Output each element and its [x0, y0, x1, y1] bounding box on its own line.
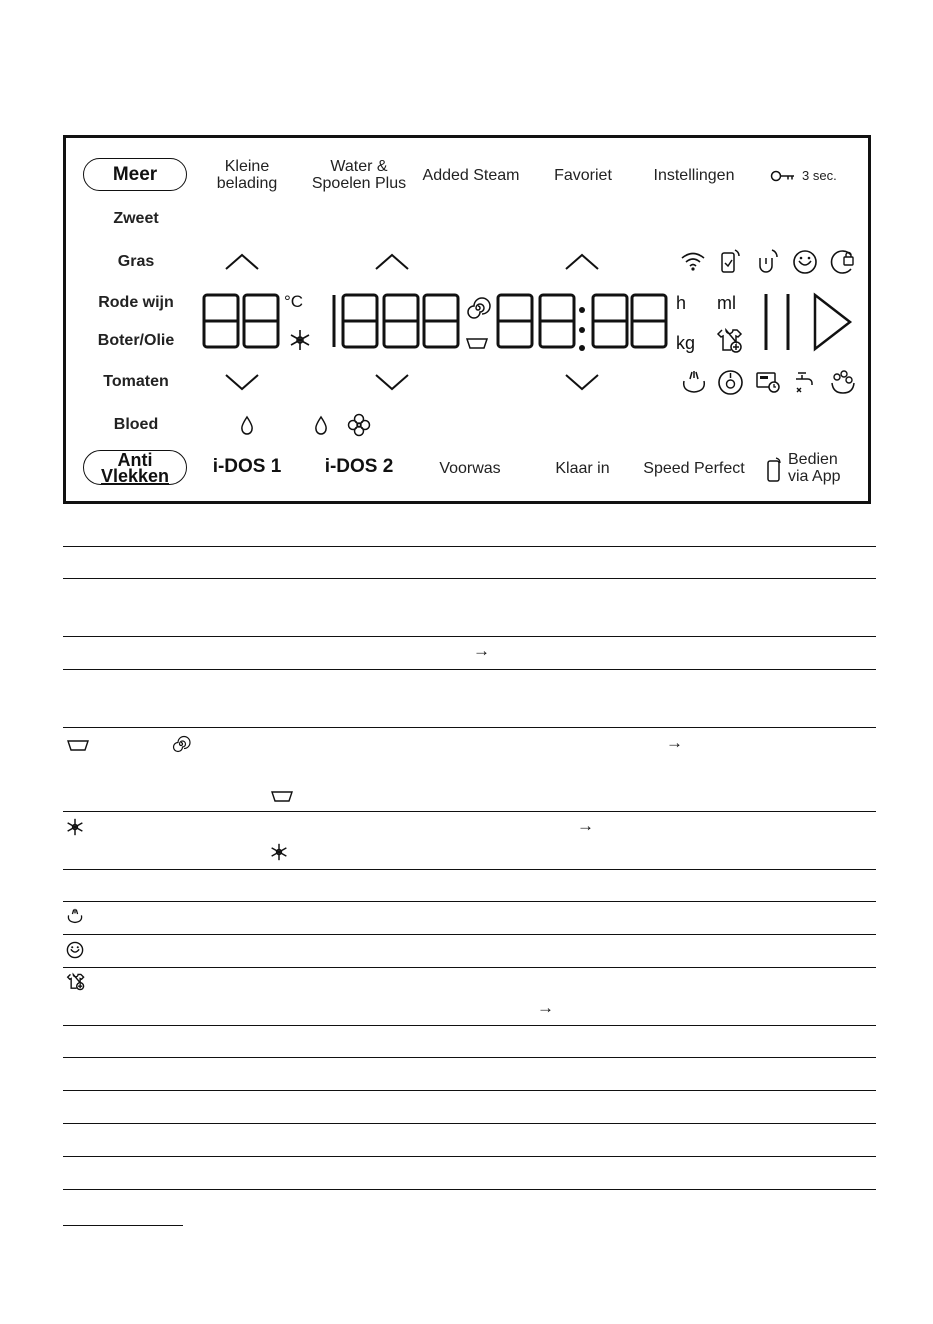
shirt-plus-icon — [716, 328, 744, 354]
idos2-button[interactable]: i-DOS 2 — [324, 456, 394, 477]
table-rule — [63, 869, 876, 870]
table-rule — [63, 669, 876, 670]
timer-icon — [755, 370, 781, 394]
drop-icon — [313, 415, 329, 435]
child-lock-icon — [829, 249, 857, 275]
temp-down-chevron-icon[interactable] — [224, 373, 260, 391]
instellingen-button[interactable]: Instellingen — [653, 167, 735, 184]
steam-icon — [680, 369, 708, 395]
drum-clean-icon — [792, 249, 818, 275]
idos1-button[interactable]: i-DOS 1 — [212, 456, 282, 477]
key-icon — [770, 170, 796, 182]
meer-button[interactable]: Meer — [83, 158, 187, 191]
kleine-belading-line1: Kleine — [224, 158, 270, 175]
water-spoelen-line2: Spoelen Plus — [311, 175, 407, 192]
bedien-via-app-button[interactable] — [766, 451, 856, 487]
drum-clean-icon — [66, 941, 84, 959]
program-tomaten[interactable]: Tomaten — [103, 373, 169, 390]
time-up-chevron-icon[interactable] — [564, 253, 600, 271]
segment-display — [200, 290, 670, 354]
table-rule — [63, 967, 876, 968]
table-rule — [63, 578, 876, 579]
time-down-chevron-icon[interactable] — [564, 373, 600, 391]
table-rule — [63, 727, 876, 728]
water-tap-icon — [792, 369, 818, 395]
drop-icon — [239, 415, 255, 435]
kleine-belading-line2: belading — [216, 175, 278, 192]
table-rule — [63, 1156, 876, 1157]
speed-perfect-button[interactable]: Speed Perfect — [643, 460, 745, 477]
pause-icon[interactable] — [760, 292, 794, 352]
flower-icon — [346, 413, 372, 437]
program-bloed[interactable]: Bloed — [113, 416, 159, 433]
table-rule — [63, 1057, 876, 1058]
ml-unit-label: ml — [717, 293, 736, 313]
table-rule — [63, 1189, 876, 1190]
app-phone-icon — [766, 457, 782, 483]
water-spoelen-line1: Water & — [330, 158, 388, 175]
temp-up-chevron-icon[interactable] — [224, 253, 260, 271]
table-rule — [63, 546, 876, 547]
prewash-tub-icon — [270, 789, 294, 803]
temp-unit-label: °C — [284, 292, 304, 311]
water-spoelen-plus-button[interactable] — [300, 158, 418, 192]
added-steam-button[interactable]: Added Steam — [422, 167, 520, 184]
table-rule — [63, 811, 876, 812]
program-gras[interactable]: Gras — [117, 253, 155, 270]
arrow-3: → — [577, 816, 594, 835]
favoriet-button[interactable]: Favoriet — [554, 167, 612, 184]
arrow-2: → — [666, 733, 683, 752]
spiral-icon — [466, 296, 490, 320]
drum-alert-icon — [717, 369, 744, 396]
temperature-snowflake-icon — [289, 329, 311, 351]
spin-up-chevron-icon[interactable] — [374, 253, 410, 271]
program-boter-olie[interactable]: Boter/Olie — [97, 332, 175, 349]
table-rule — [63, 636, 876, 637]
table-rule — [63, 1123, 876, 1124]
table-rule — [63, 901, 876, 902]
voorwas-button[interactable]: Voorwas — [439, 460, 501, 477]
spin-down-chevron-icon[interactable] — [374, 373, 410, 391]
bubbles-icon — [829, 369, 857, 395]
lock-time-label: 3 sec. — [802, 168, 837, 183]
arrow-4: → — [537, 998, 554, 1017]
table-rule — [63, 1090, 876, 1091]
kg-unit-label: kg — [676, 333, 696, 353]
footnote-rule — [63, 1225, 183, 1226]
wifi-icon — [680, 250, 706, 272]
spiral-icon — [172, 735, 190, 753]
play-icon[interactable] — [812, 292, 854, 352]
prewash-tub-icon — [66, 738, 90, 752]
via-app-label: via App — [788, 468, 841, 485]
bedien-label: Bedien — [788, 451, 838, 468]
kleine-belading-button[interactable] — [200, 158, 294, 192]
arrow-1: → — [473, 641, 490, 660]
anti-vlekken-button[interactable] — [83, 450, 187, 485]
phone-remote-icon — [720, 248, 742, 274]
remote-start-icon — [757, 248, 781, 274]
table-rule — [63, 934, 876, 935]
temperature-snowflake-icon — [270, 843, 288, 861]
anti-label: Anti — [117, 450, 153, 470]
program-zweet[interactable]: Zweet — [113, 210, 159, 227]
steam-icon — [66, 907, 84, 925]
temperature-snowflake-icon — [66, 818, 84, 836]
key-lock-button[interactable] — [770, 167, 850, 187]
klaar-in-button[interactable]: Klaar in — [555, 460, 610, 477]
vlekken-label: Vlekken — [100, 466, 170, 486]
table-rule — [63, 1025, 876, 1026]
hour-unit-label: h — [676, 293, 687, 313]
prewash-tub-icon — [465, 336, 489, 350]
shirt-plus-icon — [66, 973, 86, 991]
program-rode-wijn[interactable]: Rode wijn — [98, 294, 174, 311]
